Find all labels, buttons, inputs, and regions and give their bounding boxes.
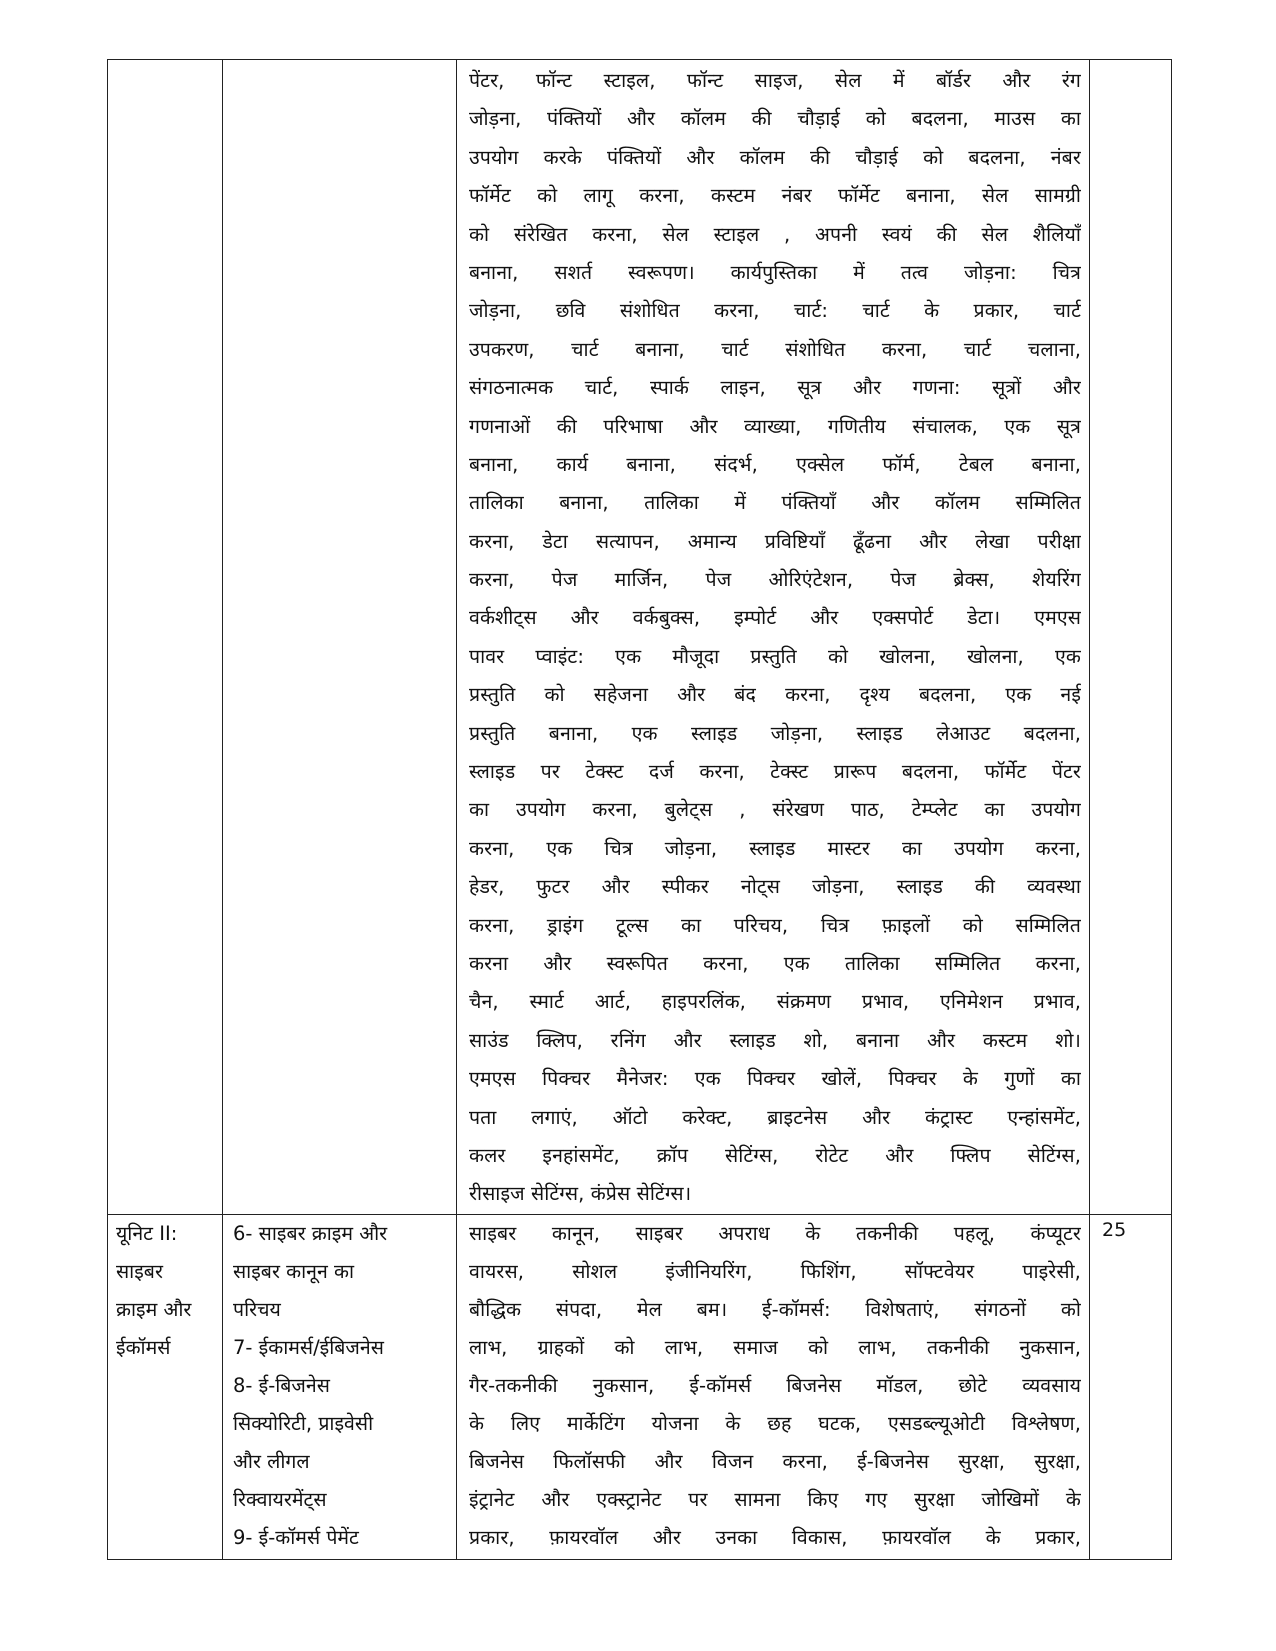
description-line: जोड़ना, पंक्तियों और कॉलम की चौड़ाई को बदलना, माउस का (469, 107, 1081, 131)
description-line: बनाना, कार्य बनाना, संदर्भ, एक्सेल फॉर्म, टेबल बनाना, (469, 452, 1081, 476)
description-line: करना, ड्राइंग टूल्स का परिचय, चित्र फ़ाइलों को सम्मिलित (469, 913, 1081, 937)
topic-line: साइबर कानून का (233, 1259, 355, 1283)
description-line: करना, डेटा सत्यापन, अमान्य प्रविष्टियाँ ढूँढना और लेखा परीक्षा (469, 529, 1081, 553)
description-line: बौद्धिक संपदा, मेल बम। ई-कॉमर्स: विशेषताएं, संगठनों को (469, 1297, 1081, 1321)
description-line: चैन, स्मार्ट आर्ट, हाइपरलिंक, संक्रमण प्रभाव, एनिमेशन प्रभाव, (469, 990, 1081, 1014)
unit-title-line: ईकॉमर्स (116, 1335, 171, 1359)
description-line: प्रकार, फ़ायरवॉल और उनका विकास, फ़ायरवॉल के प्रकार, (469, 1525, 1081, 1549)
topics-cell (223, 1214, 457, 1559)
topic-line: 8- ई-बिजनेस (233, 1373, 330, 1397)
description-lines (457, 60, 1089, 1214)
description-line: इंट्रानेट और एक्स्ट्रानेट पर सामना किए गए सुरक्षा जोखिमों के (469, 1487, 1081, 1511)
description-line: गणनाओं की परिभाषा और व्याख्या, गणितीय संचालक, एक सूत्र (469, 414, 1081, 438)
topic-line: 6- साइबर क्राइम और (233, 1221, 388, 1245)
topic-line: परिचय (233, 1297, 281, 1321)
description-cell (457, 1214, 1090, 1559)
description-line: पता लगाएं, ऑटो करेक्ट, ब्राइटनेस और कंट्रास्ट एन्हांसमेंट, (469, 1105, 1081, 1129)
description-line: साउंड क्लिप, रनिंग और स्लाइड शो, बनाना और कस्टम शो। (469, 1028, 1081, 1052)
description-line: बिजनेस फिलॉसफी और विजन करना, ई-बिजनेस सुरक्षा, सुरक्षा, (469, 1449, 1081, 1473)
description-line: प्रस्तुति बनाना, एक स्लाइड जोड़ना, स्लाइड लेआउट बदलना, (469, 721, 1081, 745)
table-row (108, 60, 1172, 1215)
marks-value: 25 (1102, 1218, 1127, 1241)
unit-title-line: यूनिट II: (116, 1221, 178, 1245)
description-line: का उपयोग करना, बुलेट्स , संरेखण पाठ, टेम्प्लेट का उपयोग (469, 798, 1081, 822)
topics-text (223, 60, 456, 62)
topic-line: 7- ईकामर्स/ईबिजनेस (233, 1335, 384, 1359)
description-line: रीसाइज सेटिंग्स, कंप्रेस सेटिंग्स। (469, 1182, 692, 1206)
description-line: फॉर्मेट को लागू करना, कस्टम नंबर फॉर्मेट बनाना, सेल सामग्री (469, 184, 1081, 208)
description-lines (457, 1215, 1089, 1557)
description-line: के लिए मार्केटिंग योजना के छह घटक, एसडब्ल्यूओटी विश्लेषण, (469, 1411, 1081, 1435)
unit-cell (108, 1214, 223, 1559)
description-line: वायरस, सोशल इंजीनियरिंग, फिशिंग, सॉफ्टवेयर पाइरेसी, (469, 1259, 1081, 1283)
description-line: करना, एक चित्र जोड़ना, स्लाइड मास्टर का उपयोग करना, (469, 836, 1081, 860)
description-line: करना, पेज मार्जिन, पेज ओरिएंटेशन, पेज ब्रेक्स, शेयरिंग (469, 568, 1081, 592)
description-line: संगठनात्मक चार्ट, स्पार्क लाइन, सूत्र और गणना: सूत्रों और (469, 376, 1081, 400)
unit-lines (108, 1215, 222, 1367)
description-cell (457, 60, 1090, 1215)
unit-text (108, 60, 222, 62)
topic-line: और लीगल (233, 1449, 310, 1473)
description-line: उपकरण, चार्ट बनाना, चार्ट संशोधित करना, चार्ट चलाना, (469, 337, 1081, 361)
unit-title-line: क्राइम और (116, 1297, 192, 1321)
description-line: कलर इनहांसमेंट, क्रॉप सेटिंग्स, रोटेट और फ्लिप सेटिंग्स, (469, 1143, 1081, 1167)
description-line: प्रस्तुति को सहेजना और बंद करना, दृश्य बदलना, एक नई (469, 683, 1081, 707)
description-line: तालिका बनाना, तालिका में पंक्तियाँ और कॉलम सम्मिलित (469, 491, 1081, 515)
topic-line: 9- ई-कॉमर्स पेमेंट (233, 1525, 359, 1549)
description-line: जोड़ना, छवि संशोधित करना, चार्ट: चार्ट के प्रकार, चार्ट (469, 299, 1081, 323)
topic-line: सिक्योरिटी, प्राइवेसी (233, 1411, 374, 1435)
description-line: पावर प्वाइंट: एक मौजूदा प्रस्तुति को खोलना, खोलना, एक (469, 644, 1081, 668)
table-row (108, 1214, 1172, 1559)
unit-cell (108, 60, 223, 1215)
unit-title-line: साइबर (116, 1259, 163, 1283)
description-line: साइबर कानून, साइबर अपराध के तकनीकी पहलू, कंप्यूटर (469, 1221, 1081, 1245)
marks-cell (1090, 60, 1172, 1215)
description-line: उपयोग करके पंक्तियों और कॉलम की चौड़ाई को बदलना, नंबर (469, 145, 1081, 169)
description-line: गैर-तकनीकी नुकसान, ई-कॉमर्स बिजनेस मॉडल, छोटे व्यवसाय (469, 1373, 1081, 1397)
description-line: एमएस पिक्चर मैनेजर: एक पिक्चर खोलें, पिक्चर के गुणों का (469, 1067, 1081, 1091)
description-line: बनाना, सशर्त स्वरूपण। कार्यपुस्तिका में तत्व जोड़ना: चित्र (469, 260, 1081, 284)
topic-line: रिक्वायरमेंट्स (233, 1487, 327, 1511)
description-line: हेडर, फुटर और स्पीकर नोट्स जोड़ना, स्लाइड की व्यवस्था (469, 875, 1081, 899)
description-line: पेंटर, फॉन्ट स्टाइल, फॉन्ट साइज, सेल में बॉर्डर और रंग (469, 69, 1081, 92)
description-line: स्लाइड पर टेक्स्ट दर्ज करना, टेक्स्ट प्रारूप बदलना, फॉर्मेट पेंटर (469, 760, 1081, 784)
description-line: वर्कशीट्स और वर्कबुक्स, इम्पोर्ट और एक्सपोर्ट डेटा। एमएस (469, 606, 1081, 630)
description-line: करना और स्वरूपित करना, एक तालिका सम्मिलित करना, (469, 951, 1081, 975)
marks-value (1090, 60, 1171, 90)
marks-cell (1090, 1214, 1172, 1559)
topics-cell (223, 60, 457, 1215)
syllabus-table (107, 59, 1172, 1560)
description-line: लाभ, ग्राहकों को लाभ, समाज को लाभ, तकनीकी नुकसान, (469, 1335, 1081, 1359)
topic-lines (223, 1215, 456, 1557)
description-line: को संरेखित करना, सेल स्टाइल , अपनी स्वयं की सेल शैलियाँ (469, 222, 1081, 246)
